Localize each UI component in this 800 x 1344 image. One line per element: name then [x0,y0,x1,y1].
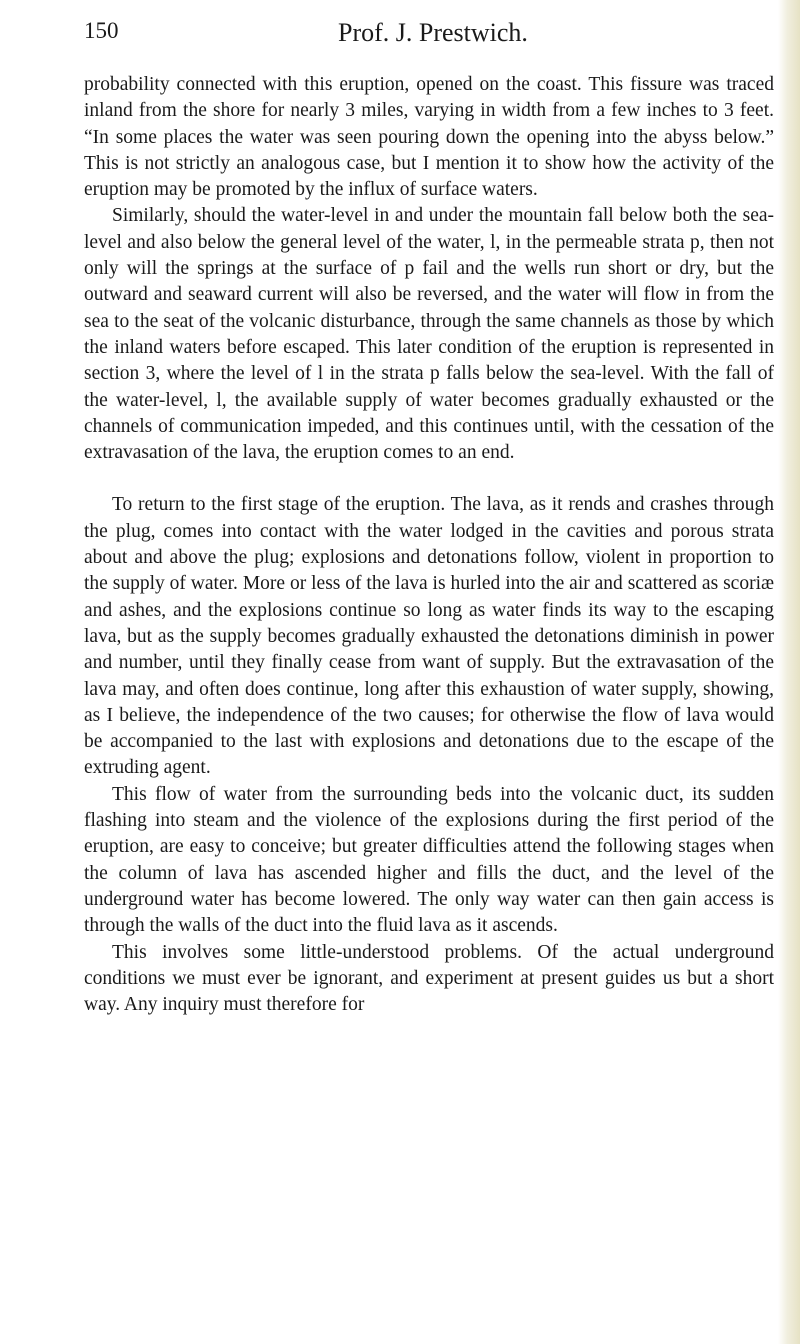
body-text [84,72,774,1018]
page-number: 150 [84,18,119,43]
paragraph-5: This involves some little-understood problems. Of the actual underground conditions we must ever be ignorant, and experiment at present guides us but a short way. Any inquiry must therefore for [84,941,774,1016]
section-gap [84,466,774,492]
paragraph-4: This flow of water from the surrounding beds into the volcanic duct, its sudden flashing into steam and the violence of the explosions during the first period of the eruption, are easy to conceive; but greater difficulties attend the following stages when the column of lava has ascended higher and fills the duct, and the level of the underground water has become lowered. The only way water can then gain access is through the walls of the duct into the fluid lava as it ascends. [84,783,774,937]
paragraph-1: probability connected with this eruption, opened on the coast. This fissure was traced inland from the shore for nearly 3 miles, varying in width from a few inches to 3 feet. “In some places the water was seen pouring down the opening into the abyss below.” This is not strictly an analogous case, but I mention it to show how the activity of the eruption may be promoted by the influx of surface waters. [84,74,774,201]
paragraph-3: To return to the first stage of the eruption. The lava, as it rends and crashes through the plug, comes into contact with the water lodged in the cavities and porous strata about and above the plug; explosions and detonations follow, violent in proportion to the supply of water. More or less of the lava is hurled into the air and scattered as scoriæ and ashes, and the explosions continue so long as water finds its way to the escaping lava, but as the supply becomes gradually exhausted the detonations diminish in power and number, until they finally cease from want of supply. But the extravasation of the lava may, and often does continue, long after this exhaustion of water supply, showing, as I believe, the independence of the two causes; for otherwise the flow of lava would be accompanied to the last with explosions and detonations due to the escape of the extruding agent. [84,494,774,779]
page-header [84,18,784,54]
running-head: Prof. J. Prestwich. [338,18,528,47]
page-edge [778,0,800,1344]
paragraph-2: Similarly, should the water-level in and under the mountain fall below both the sea-level and also below the general level of the water, l, in the permeable strata p, then not only will the springs at the surface of p fail and the wells run short or dry, but the outward and seaward current will also be reversed, and the water will flow in from the sea to the seat of the volcanic disturbance, through the same channels as those by which the inland waters before escaped. This later condition of the eruption is represented in section 3, where the level of l in the strata p falls below the sea-level. With the fall of the water-level, l, the available supply of water becomes gradually exhausted or the channels of communication impeded, and this continues until, with the cessation of the extravasation of the lava, the eruption comes to an end. [84,205,774,464]
